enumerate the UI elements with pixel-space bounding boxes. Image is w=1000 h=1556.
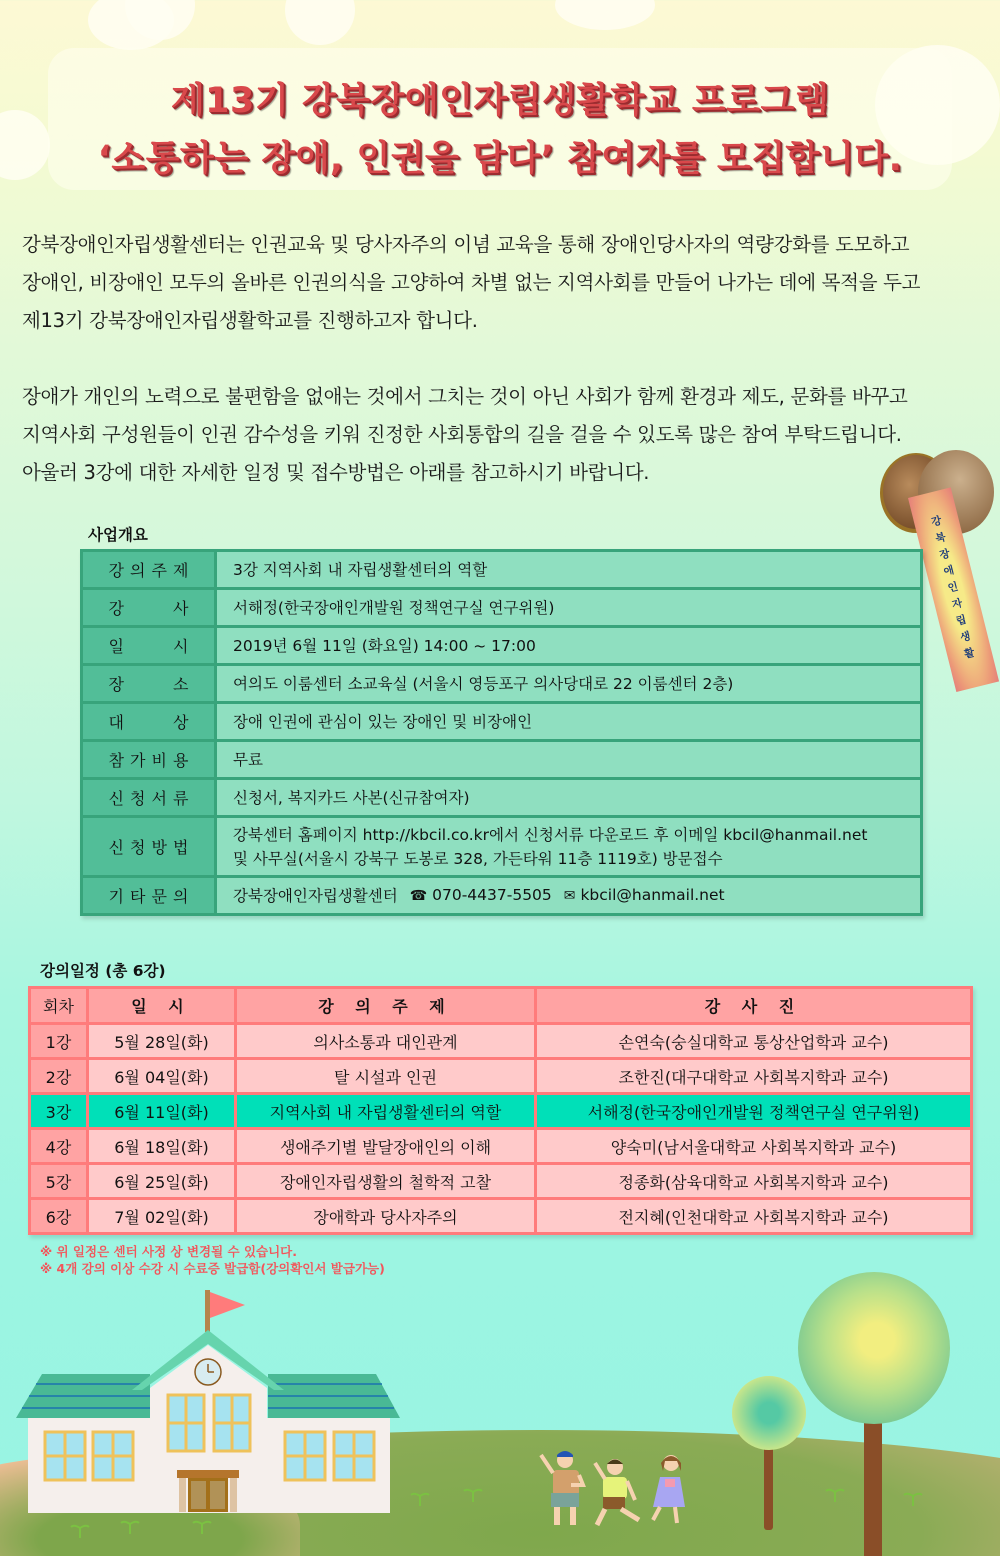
overview-value: 무료 xyxy=(217,742,920,777)
intro-paragraph-1 xyxy=(22,226,992,340)
contact-email[interactable]: kbcil@hanmail.net xyxy=(580,886,725,904)
small-tree-crown xyxy=(732,1376,806,1450)
overview-row-datetime xyxy=(83,628,920,663)
overview-key: 참 가 비 용 xyxy=(83,742,214,777)
schedule-table xyxy=(28,986,973,1235)
overview-key: 장 소 xyxy=(83,666,214,701)
intro-line: 지역사회 구성원들이 인권 감수성을 키워 진정한 사회통합의 길을 걸을 수 있도록 많은 참여 부탁드립니다. xyxy=(22,423,902,446)
overview-value: 여의도 이룸센터 소교육실 (서울시 영등포구 의사당대로 22 이룸센터 2층) xyxy=(217,666,920,701)
schedule-header-row xyxy=(31,989,970,1022)
note-line: ※ 위 일정은 센터 사정 상 변경될 수 있습니다. xyxy=(40,1244,297,1259)
table-row xyxy=(31,1165,970,1197)
sprout-icon xyxy=(120,1518,140,1534)
intro-line: 아울러 3강에 대한 자세한 일정 및 접수방법은 아래를 참고하시기 바랍니다. xyxy=(22,461,650,484)
overview-row-contact xyxy=(83,878,920,913)
table-row xyxy=(31,1025,970,1057)
table-row xyxy=(31,1200,970,1232)
session-date: 7월 02일(화) xyxy=(89,1200,234,1232)
overview-key: 일 시 xyxy=(83,628,214,663)
session-topic: 장애학과 당사자주의 xyxy=(237,1200,534,1232)
phone-icon: ☎ xyxy=(409,888,428,904)
tree-trunk xyxy=(764,1445,773,1530)
overview-row-location xyxy=(83,666,920,701)
session-topic: 생애주기별 발달장애인의 이해 xyxy=(237,1130,534,1162)
large-tree-crown xyxy=(798,1272,950,1424)
page-subtitle: ‘소통하는 장애, 인권을 담다’ 참여자를 모집합니다. xyxy=(97,139,903,179)
ribbon-char: 활 xyxy=(963,646,976,661)
intro-line: 강북장애인자립생활센터는 인권교육 및 당사자주의 이념 교육을 통해 장애인당사자의 역량강화를 도모하고 xyxy=(22,233,910,256)
note-line: ※ 4개 강의 이상 수강 시 수료증 발급함(강의확인서 발급가능) xyxy=(40,1261,385,1276)
session-date: 6월 04일(화) xyxy=(89,1060,234,1092)
sprout-icon xyxy=(70,1522,90,1538)
overview-key: 대 상 xyxy=(83,704,214,739)
intro-line: 장애인, 비장애인 모두의 올바른 인권의식을 고양하여 차별 없는 지역사회를 만들어 나가는 데에 목적을 두고 xyxy=(22,271,921,294)
overview-row-topic xyxy=(83,552,920,587)
col-header-session: 회차 xyxy=(31,989,86,1022)
overview-value: 2019년 6월 11일 (화요일) 14:00 ~ 17:00 xyxy=(217,628,920,663)
overview-row-fee xyxy=(83,742,920,777)
sprout-icon xyxy=(903,1490,923,1506)
children-playing-illustration xyxy=(535,1445,705,1530)
session-no: 6강 xyxy=(31,1200,86,1232)
session-lecturer: 전지혜(인천대학교 사회복지학과 교수) xyxy=(537,1200,970,1232)
session-lecturer: 양숙미(남서울대학교 사회복지학과 교수) xyxy=(537,1130,970,1162)
session-date: 6월 25일(화) xyxy=(89,1165,234,1197)
col-header-lecturer: 강 사 진 xyxy=(537,989,970,1022)
overview-key: 신 청 방 법 xyxy=(83,818,214,875)
overview-key: 강 사 xyxy=(83,590,214,625)
session-topic: 의사소통과 대인관계 xyxy=(237,1025,534,1057)
ribbon-char: 북 xyxy=(934,531,948,546)
overview-value: 장애 인권에 관심이 있는 장애인 및 비장애인 xyxy=(217,704,920,739)
sprout-icon xyxy=(825,1486,845,1502)
session-topic: 지역사회 내 자립생활센터의 역할 xyxy=(237,1095,534,1127)
ribbon-char: 생 xyxy=(959,630,972,645)
session-lecturer: 조한진(대구대학교 사회복지학과 교수) xyxy=(537,1060,970,1092)
session-date: 6월 18일(화) xyxy=(89,1130,234,1162)
session-lecturer: 서해정(한국장애인개발원 정책연구실 연구위원) xyxy=(537,1095,970,1127)
intro-line: 제13기 강북장애인자립생활학교를 진행하고자 합니다. xyxy=(22,309,478,332)
col-header-topic: 강 의 주 제 xyxy=(237,989,534,1022)
overview-value xyxy=(217,878,920,913)
school-building-illustration xyxy=(0,1270,420,1530)
ribbon-char: 자 xyxy=(950,597,964,612)
session-date: 6월 11일(화) xyxy=(89,1095,234,1127)
intro-paragraph-2 xyxy=(22,378,992,492)
sprout-icon xyxy=(463,1486,483,1502)
contact-org: 강북장애인자립생활센터 xyxy=(233,886,398,905)
session-topic: 탈 시설과 인권 xyxy=(237,1060,534,1092)
overview-value: 서해정(한국장애인개발원 정책연구실 연구위원) xyxy=(217,590,920,625)
schedule-heading: 강의일정 (총 6강) xyxy=(40,962,166,980)
overview-table xyxy=(80,549,923,916)
overview-value: 강북센터 홈페이지 http://kbcil.co.kr에서 신청서류 다운로드 후 이메일 kbcil@hanmail.net 및 사무실(서울시 강북구 도봉로 328, 가든타워 11층 1119호) 방문접수 xyxy=(217,818,920,875)
overview-row-target xyxy=(83,704,920,739)
page-title: 제13기 강북장애인자립생활학교 프로그램 xyxy=(170,81,830,121)
session-topic: 장애인자립생활의 철학적 고찰 xyxy=(237,1165,534,1197)
ribbon-char: 강 xyxy=(930,514,943,529)
ribbon-char: 애 xyxy=(942,564,956,579)
intro-line: 장애가 개인의 노력으로 불편함을 없애는 것에서 그치는 것이 아닌 사회가 함께 환경과 제도, 문화를 바꾸고 xyxy=(22,385,908,408)
overview-heading: 사업개요 xyxy=(88,526,148,544)
tree-trunk xyxy=(864,1420,882,1556)
session-no: 1강 xyxy=(31,1025,86,1057)
table-row xyxy=(31,1130,970,1162)
overview-row-lecturer xyxy=(83,590,920,625)
session-no: 5강 xyxy=(31,1165,86,1197)
overview-key: 강 의 주 제 xyxy=(83,552,214,587)
overview-row-documents xyxy=(83,780,920,815)
sprout-icon xyxy=(192,1518,212,1534)
contact-phone: 070-4437-5505 xyxy=(432,886,552,904)
ribbon-char: 립 xyxy=(954,613,968,628)
session-lecturer: 손연숙(숭실대학교 통상산업학과 교수) xyxy=(537,1025,970,1057)
table-row xyxy=(31,1060,970,1092)
ribbon-char: 장 xyxy=(938,547,952,562)
col-header-date: 일 시 xyxy=(89,989,234,1022)
table-row-highlighted xyxy=(31,1095,970,1127)
cloud-decoration xyxy=(555,0,655,30)
session-no: 2강 xyxy=(31,1060,86,1092)
ribbon-char: 인 xyxy=(946,580,960,595)
sprout-icon xyxy=(410,1490,430,1506)
session-no: 4강 xyxy=(31,1130,86,1162)
overview-row-method xyxy=(83,818,920,875)
overview-value: 3강 지역사회 내 자립생활센터의 역할 xyxy=(217,552,920,587)
mail-icon: ✉ xyxy=(563,888,576,904)
session-no: 3강 xyxy=(31,1095,86,1127)
session-date: 5월 28일(화) xyxy=(89,1025,234,1057)
cloud-decoration xyxy=(285,0,355,45)
overview-key: 기 타 문 의 xyxy=(83,878,214,913)
overview-value: 신청서, 복지카드 사본(신규참여자) xyxy=(217,780,920,815)
session-lecturer: 정종화(삼육대학교 사회복지학과 교수) xyxy=(537,1165,970,1197)
overview-key: 신 청 서 류 xyxy=(83,780,214,815)
